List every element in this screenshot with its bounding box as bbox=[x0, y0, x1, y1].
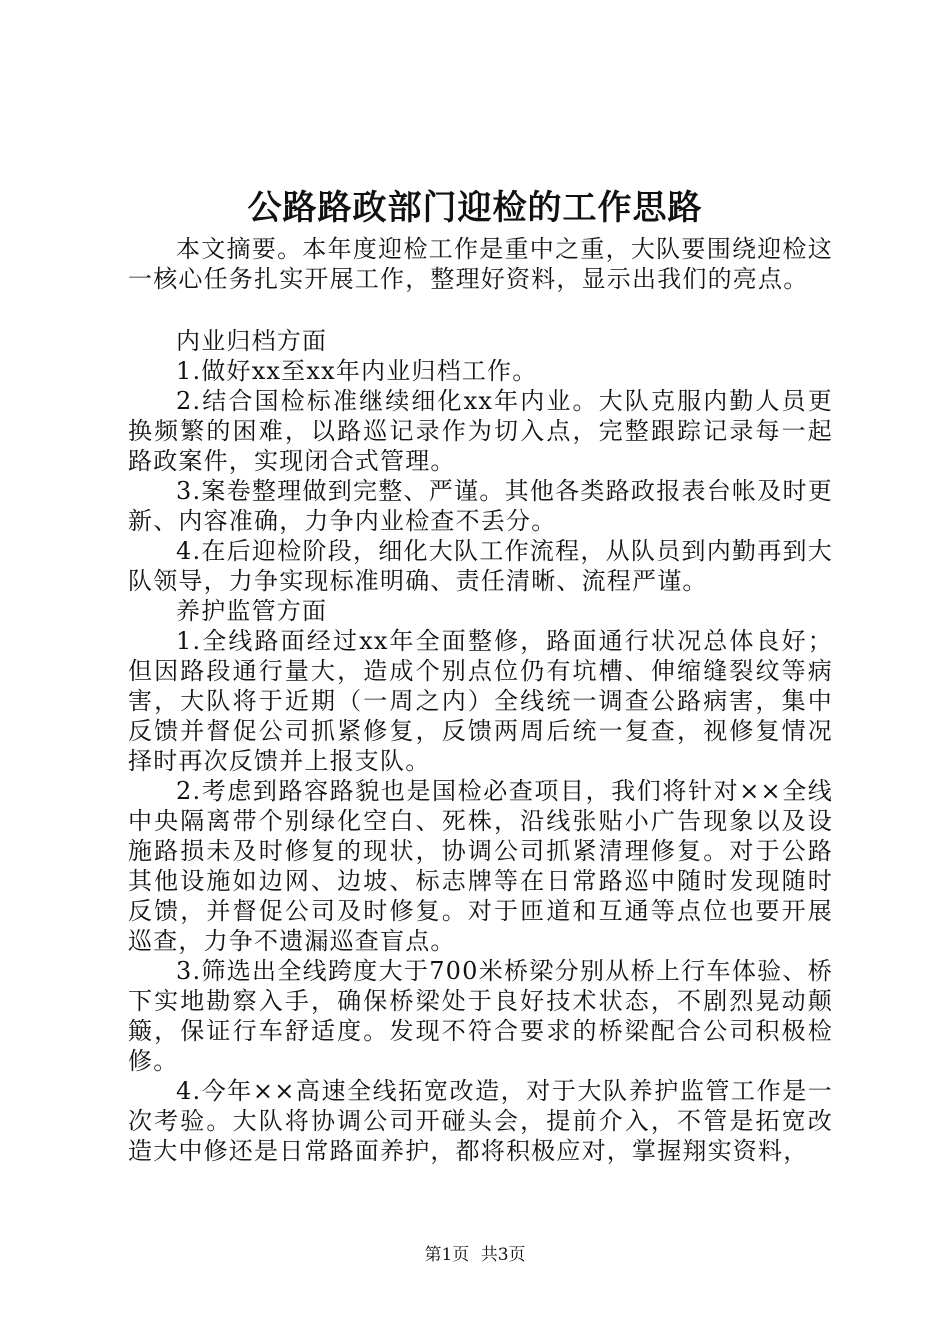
page-number: 第1页 bbox=[424, 1245, 470, 1265]
body-paragraph: 1.做好xx至xx年内业归档工作。 bbox=[176, 357, 538, 385]
document-title: 公路路政部门迎检的工作思路 bbox=[247, 188, 703, 228]
body-paragraph: 1.全线路面经过xx年全面整修，路面通行状况总体良好；但因路段通行量大，造成个别点位仍有坑槽、伸缩缝裂纹等病害，大队将于近期（一周之内）全线统一调查公路病害，集中反馈并督促公司抓紧修复，反馈两周后统一复查，视修复情况择时再次反馈并上报支队。 bbox=[128, 627, 833, 775]
body-paragraph: 4.在后迎检阶段，细化大队工作流程，从队员到内勤再到大队领导，力争实现标准明确、责任清晰、流程严谨。 bbox=[128, 537, 833, 595]
section-heading-archive: 内业归档方面 bbox=[176, 327, 328, 355]
document-body bbox=[128, 234, 833, 1166]
page-footer bbox=[0, 1244, 950, 1266]
body-paragraph: 4.今年××高速全线拓宽改造，对于大队养护监管工作是一次考验。大队将协调公司开碰头会，提前介入，不管是拓宽改造大中修还是日常路面养护，都将积极应对，掌握翔实资料， bbox=[128, 1077, 833, 1165]
section-heading-maintenance: 养护监管方面 bbox=[176, 597, 328, 625]
body-paragraph: 2.结合国检标准继续细化xx年内业。大队克服内勤人员更换频繁的困难，以路巡记录作为切入点，完整跟踪记录每一起路政案件，实现闭合式管理。 bbox=[128, 387, 833, 475]
page-total: 共3页 bbox=[480, 1245, 526, 1265]
body-paragraph: 3.筛选出全线跨度大于700米桥梁分别从桥上行车体验、桥下实地勘察入手，确保桥梁处于良好技术状态，不剧烈晃动颠簸，保证行车舒适度。发现不符合要求的桥梁配合公司积极检修。 bbox=[128, 957, 833, 1075]
abstract-paragraph: 本文摘要。本年度迎检工作是重中之重，大队要围绕迎检这一核心任务扎实开展工作，整理好资料，显示出我们的亮点。 bbox=[128, 235, 833, 293]
body-paragraph: 2.考虑到路容路貌也是国检必查项目，我们将针对××全线中央隔离带个别绿化空白、死株，沿线张贴小广告现象以及设施路损未及时修复的现状，协调公司抓紧清理修复。对于公路其他设施如边网、边坡、标志牌等在日常路巡中随时发现随时反馈，并督促公司及时修复。对于匝道和互通等点位也要开展巡查，力争不遗漏巡查盲点。 bbox=[128, 777, 833, 955]
body-paragraph: 3.案卷整理做到完整、严谨。其他各类路政报表台帐及时更新、内容准确，力争内业检查不丢分。 bbox=[128, 477, 833, 535]
